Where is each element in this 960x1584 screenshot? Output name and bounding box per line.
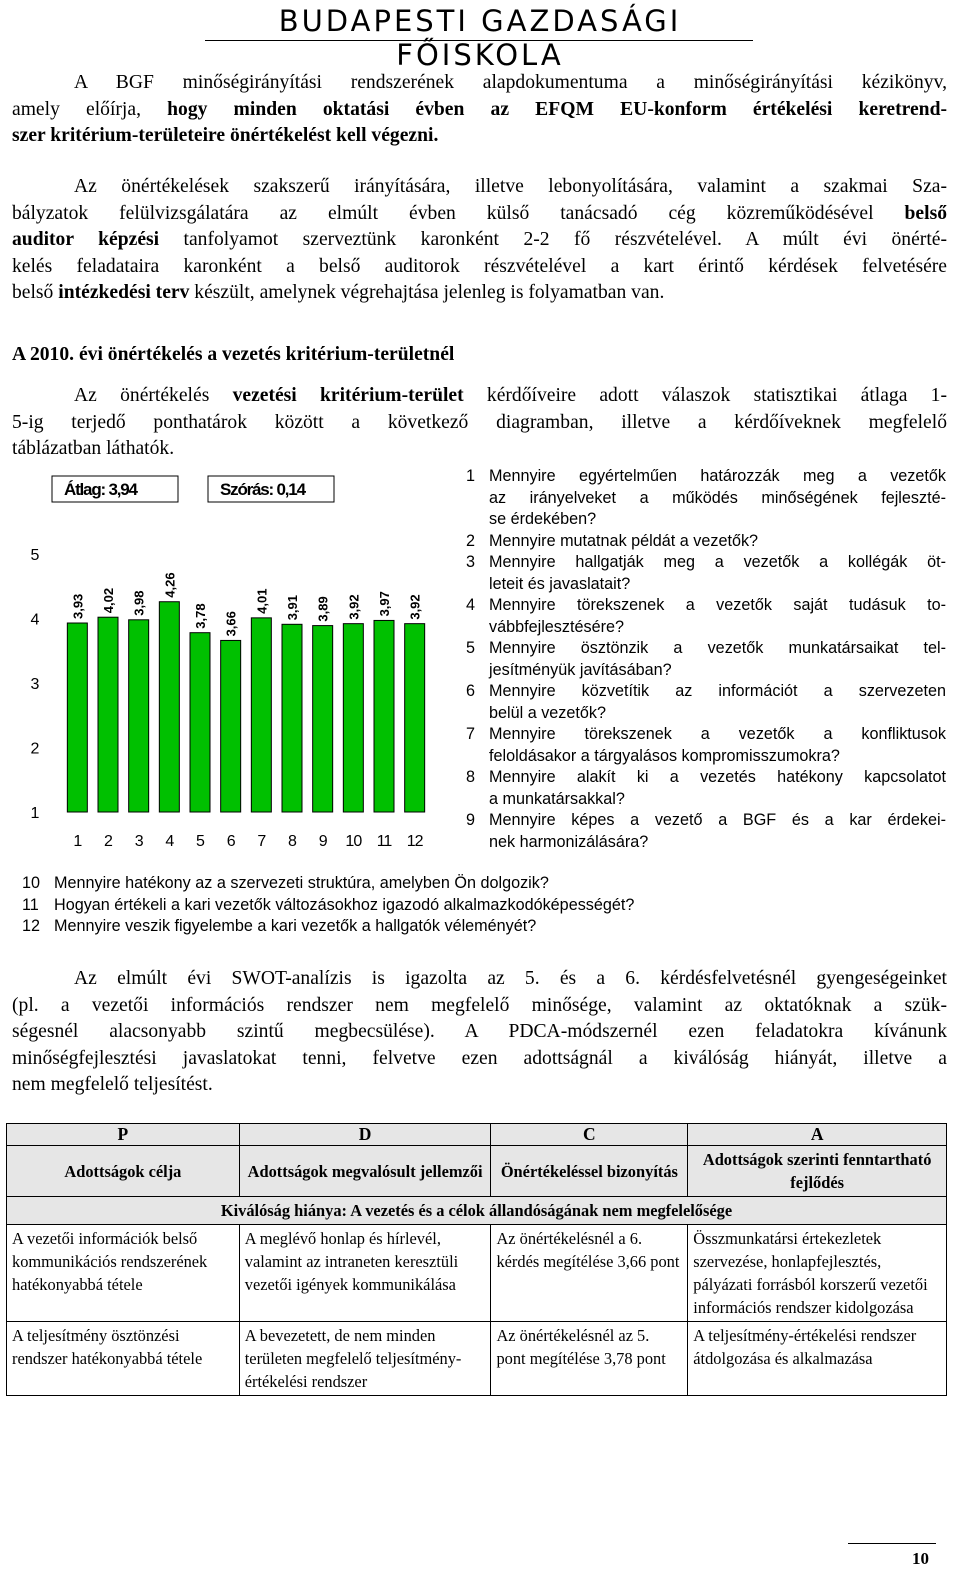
stat-box-label: Szórás: 0,14 bbox=[220, 480, 305, 499]
header-divider bbox=[205, 40, 753, 41]
intro-paragraph: A BGF minőségirányítási rendszerének alapdokumentuma a minőségirányítási kézikönyv, amely előírja, hogy minden oktatási évben az EFQM EU-konform értékelési keretrend- szer kritérium-területeire önértékelést kell végezni. bbox=[12, 72, 947, 146]
bar-value-label: 3,78 bbox=[193, 603, 208, 629]
x-tick-label: 2 bbox=[104, 833, 112, 850]
x-tick-label: 7 bbox=[257, 833, 266, 850]
criteria-paragraph: Az önértékelés vezetési kritérium-terület kérdőíveire adott válaszok statisztikai átlaga 1- 5-ig terjedő ponthatárok között a következő diagramban, illetve a kérdőíveknek megfelelő táblázatban láthatók. bbox=[12, 385, 948, 459]
table-row bbox=[7, 1322, 947, 1396]
bar-1 bbox=[67, 623, 87, 812]
pdca-banner-row bbox=[7, 1197, 947, 1225]
auditor-paragraph: Az önértékelések szakszerű irányítására, illetve lebonyolítására, valamint a szakmai Sza- bályzatok felülvizsgálatára az elmúlt évben külső tanácsadó cég közreműködésével belső auditor képzési tanfolyamot szerveztünk karonként 2-2 fő részvételével. A múlt évi önérté- kelés feladataira karonként a belső auditorok részvételével a kart érintő kérdések felvetésére belső intézkedési terv készült, amelynek végrehajtása jelenleg is folyamatban van. bbox=[12, 176, 947, 303]
bar-value-label: 3,97 bbox=[377, 591, 392, 617]
header-title: BUDAPESTI GAZDASÁGI FŐISKOLA bbox=[278, 4, 682, 72]
question-3: 3 Mennyire hallgatják meg a vezetők a kollégák öt- leteit és javaslatait? bbox=[466, 553, 946, 593]
bar-10 bbox=[343, 624, 363, 812]
bar-value-label: 4,01 bbox=[254, 588, 270, 614]
x-tick-label: 5 bbox=[196, 833, 204, 850]
question-12: 12 Mennyire veszik figyelembe a kari vezetők a hallgatók véleményét? bbox=[22, 917, 537, 935]
y-tick-label: 1 bbox=[30, 805, 40, 822]
table-cell: A bevezetett, de nem minden területen megfelelő teljesítmény-értékelési rendszer bbox=[239, 1322, 491, 1396]
x-tick-label: 11 bbox=[376, 833, 392, 850]
bar-11 bbox=[374, 620, 394, 812]
question-9: 9 Mennyire képes a vezető a BGF és a kar érdekei- nek harmonizálására? bbox=[466, 811, 946, 851]
question-legend bbox=[466, 466, 946, 853]
bar-value-label: 3,89 bbox=[315, 596, 331, 622]
pdca-table bbox=[6, 1123, 947, 1396]
table-cell: A vezetői információk belső kommunikációs rendszerének hatékonyabbá tétele bbox=[7, 1225, 240, 1322]
bar-value-label: 4,02 bbox=[101, 587, 116, 614]
pdca-header-row bbox=[7, 1146, 947, 1197]
question-8: 8 Mennyire alakít ki a vezetés hatékony kapcsolatot a munkatársakkal? bbox=[466, 768, 946, 808]
pdca-letter-c: C bbox=[491, 1124, 688, 1146]
bar-value-label: 3,91 bbox=[285, 594, 300, 621]
question-2: 2 Mennyire mutatnak példát a vezetők? bbox=[466, 531, 759, 550]
bar-2 bbox=[98, 617, 118, 812]
x-tick-label: 3 bbox=[134, 833, 143, 850]
y-tick-label: 3 bbox=[30, 676, 40, 693]
x-tick-label: 1 bbox=[73, 833, 82, 850]
excellence-gap-banner: Kiválóság hiánya: A vezetés és a célok állandóságának nem megfelelősége bbox=[7, 1197, 947, 1225]
x-tick-label: 4 bbox=[165, 833, 174, 850]
bar-value-label: 3,92 bbox=[407, 594, 423, 620]
x-tick-label: 12 bbox=[406, 833, 423, 850]
header-realised: Adottságok megvalósult jellemzői bbox=[239, 1146, 491, 1197]
swot-paragraph: Az elmúlt évi SWOT-analízis is igazolta az 5. és a 6. kérdésfelvetésnél gyengeségeinket (pl. a vezetői információs rendszer nem megfelelő minősége, valamint az oktatóknak a szük- ségesnél alacsonyabb szintű megbecsülése). A PDCA-módszernél ezen feladatokra kívánunk minőségfejlesztési javaslatokat tenni, felvetve ezen adottságnál a kiválóság hiányát, illetve a nem megfelelő teljesítést. bbox=[12, 968, 947, 1095]
y-tick-label: 4 bbox=[30, 611, 40, 629]
x-tick-label: 9 bbox=[318, 833, 327, 850]
bar-value-label: 4,26 bbox=[162, 572, 178, 598]
question-4: 4 Mennyire törekszenek a vezetők saját tudásuk to- vábbfejlesztésére? bbox=[466, 596, 946, 636]
bar-9 bbox=[313, 626, 333, 812]
bar-value-label: 3,92 bbox=[346, 594, 362, 620]
bar-value-label: 3,98 bbox=[131, 590, 147, 616]
section-title: A 2010. évi önértékelés a vezetés kritérium-területnél bbox=[12, 344, 455, 365]
table-cell: Összmunkatársi értekezletek szervezése, honlapfejlesztés, pályázati forrásból korszerű vezetői információs rendszer kidolgozása bbox=[688, 1225, 947, 1322]
bar-value-label: 3,66 bbox=[223, 611, 239, 637]
question-legend-wide bbox=[22, 873, 922, 938]
bar-6 bbox=[221, 640, 241, 812]
stat-box-label: Átlag: 3,94 bbox=[64, 480, 137, 499]
page-number: 10 bbox=[912, 1549, 929, 1568]
pdca-letter-d: D bbox=[239, 1124, 491, 1146]
question-10: 10 Mennyire hatékony az a szervezeti struktúra, amelyben Ön dolgozik? bbox=[22, 874, 549, 892]
bar-7 bbox=[251, 618, 271, 812]
x-tick-label: 10 bbox=[345, 833, 362, 850]
footer-divider bbox=[848, 1543, 936, 1544]
pdca-letter-a: A bbox=[688, 1124, 947, 1146]
question-1: 1 Mennyire egyértelműen határozzák meg a vezetők az irányelveket a működés minőségének fejleszté- se érdekében? bbox=[466, 467, 946, 528]
table-cell: A teljesítmény-értékelési rendszer átdolgozása és alkalmazása bbox=[688, 1322, 947, 1396]
y-tick-label: 5 bbox=[30, 547, 40, 564]
leadership-bar-chart bbox=[20, 472, 440, 892]
pdca-letter-p: P bbox=[7, 1124, 240, 1146]
question-11: 11 Hogyan értékeli a kari vezetők változásokhoz igazodó alkalmazkodóképességét? bbox=[22, 895, 635, 914]
bar-3 bbox=[129, 620, 149, 812]
x-tick-label: 8 bbox=[288, 833, 296, 850]
bar-value-label: 3,93 bbox=[70, 593, 86, 620]
question-5: 5 Mennyire ösztönzik a vezetők munkatársaikat tel- jesítményük javításában? bbox=[466, 639, 946, 679]
table-cell: A meglévő honlap és hírlevél, valamint az intraneten keresztüli vezetői igények kommunikálása bbox=[239, 1225, 491, 1322]
question-6: 6 Mennyire közvetítik az információt a szervezeten belül a vezetők? bbox=[466, 682, 946, 722]
table-row bbox=[7, 1225, 947, 1322]
header-goal: Adottságok célja bbox=[7, 1146, 240, 1197]
bar-8 bbox=[282, 624, 302, 812]
header-development: Adottságok szerinti fenntartható fejlődés bbox=[688, 1146, 947, 1197]
pdca-letter-row bbox=[7, 1124, 947, 1146]
x-tick-label: 6 bbox=[226, 833, 235, 850]
question-7: 7 Mennyire törekszenek a vezetők a konfliktusok feloldásakor a tárgyalásos kompromisszumokra? bbox=[466, 725, 946, 765]
table-cell: Az önértékelésnél a 6. kérdés megítélése 3,66 pont bbox=[491, 1225, 688, 1322]
y-tick-label: 2 bbox=[30, 740, 40, 758]
header-proof: Önértékeléssel bizonyítás bbox=[491, 1146, 688, 1197]
table-cell: Az önértékelésnél az 5. pont megítélése 3,78 pont bbox=[491, 1322, 688, 1396]
bar-5 bbox=[190, 633, 210, 812]
bar-12 bbox=[405, 624, 425, 812]
table-cell: A teljesítmény ösztönzési rendszer hatékonyabbá tétele bbox=[7, 1322, 240, 1396]
bar-4 bbox=[159, 602, 179, 812]
